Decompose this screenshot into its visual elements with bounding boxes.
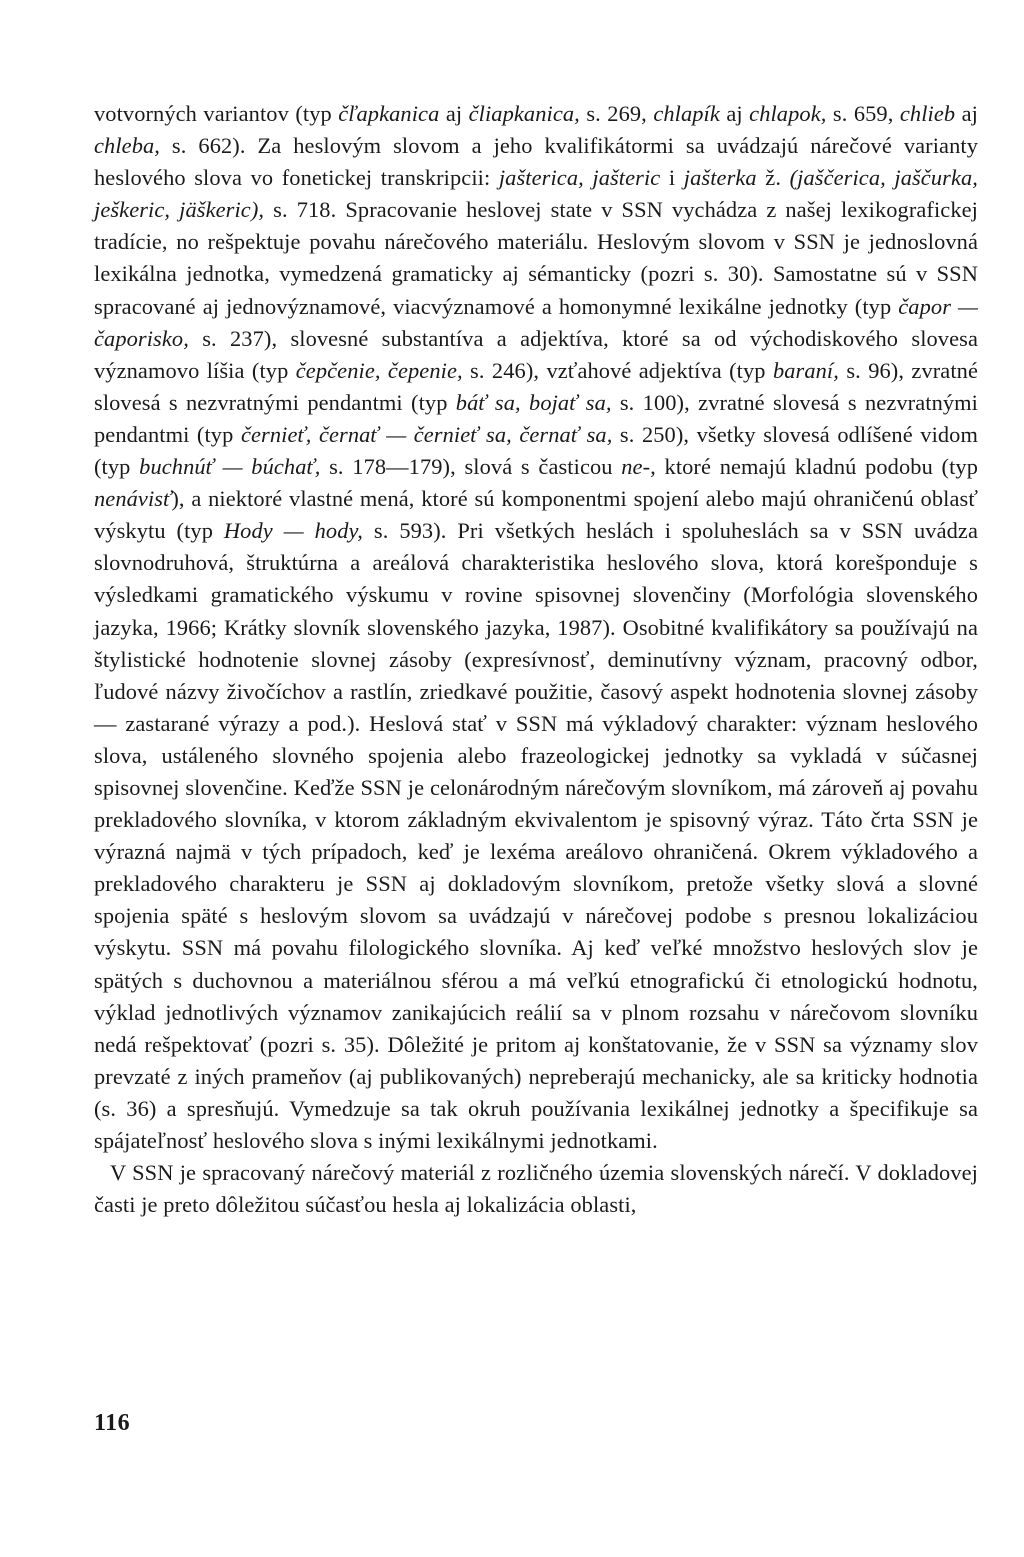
text-run: s. 96), zvratné slovesá s nezvratnými pendantmi (typ bbox=[94, 357, 978, 415]
page-number: 116 bbox=[94, 1410, 131, 1436]
text-run: s. 662). Za heslovým slovom a jeho kvalifikátormi sa uvádzajú nárečové varianty heslového slova vo fonetickej transkripcii: bbox=[94, 133, 978, 191]
italic-term: chlieb bbox=[899, 101, 956, 126]
text-run: s. 659, bbox=[826, 101, 900, 126]
italic-term: (jaščerica, jaščurka, ješkeric, jäškeric), bbox=[94, 165, 978, 223]
text-run: ktoré nemajú kladnú podobu (typ bbox=[655, 454, 979, 480]
italic-term: černieť, černať — černieť sa, černať sa, bbox=[240, 421, 613, 447]
paragraph-1 bbox=[94, 98, 978, 1157]
italic-term: čliapkanica, bbox=[468, 101, 580, 126]
italic-term: chlapok, bbox=[749, 101, 827, 126]
text-run: ), a niektoré vlastné mená, ktoré sú komponentmi spojení alebo majú ohraničenú oblasť výskytu (typ bbox=[94, 486, 978, 544]
italic-term: nenávisť bbox=[94, 486, 172, 512]
italic-term: chleba, bbox=[94, 133, 160, 159]
text-run: ž. bbox=[756, 165, 790, 191]
text-run: votvorných variantov (typ bbox=[94, 101, 339, 126]
text-run: aj bbox=[439, 101, 469, 126]
text-run: s. 100), zvratné slovesá s nezvratnými pendantmi (typ bbox=[94, 389, 979, 447]
italic-term: Hody — hody, bbox=[223, 518, 363, 544]
italic-term: čepčenie, čepenie, bbox=[295, 357, 463, 383]
italic-term: jašterica, jašteric bbox=[498, 165, 661, 191]
body-text bbox=[94, 98, 978, 1221]
text-run: s. 718. Spracovanie heslovej state v SSN vychádza z našej lexikografickej tradície, no rešpektuje povahu nárečového materiálu. Heslovým slovom v SSN je jednoslovná lexikálna jednotka, vymedzená gramaticky aj sémanticky (pozri s. 30). Samostatne sú v SSN spracované aj jednovýznamové, viacvýznamové a homonymné lexikálne jednotky (typ bbox=[94, 197, 978, 319]
italic-term: baraní, bbox=[772, 357, 839, 383]
italic-term: čapor — čaporisko, bbox=[94, 293, 978, 351]
italic-term: ne-, bbox=[621, 454, 656, 480]
text-run: aj bbox=[719, 101, 750, 126]
italic-term: čľapkanica bbox=[338, 101, 440, 126]
text-run: s. 250), všetky slovesá odlíšené vidom (typ bbox=[94, 421, 978, 480]
text-run: s. 237), slovesné substantíva a adjektíva, ktoré sa od východiskového slovesa významovo líšia (typ bbox=[94, 325, 978, 383]
text-run: aj bbox=[955, 101, 978, 126]
text-run: s. 593). Pri všetkých heslách i spoluheslách sa v SSN uvádza slovnodruhová, štruktúrna a areálová charakteristika heslového slova, ktorá korešponduje s výsledkami gramatického výskumu v rovine spisovnej slovenčiny (Morfológia slovenského jazyka, 1966; Krátky slovník slovenského jazyka, 1987). Osobitné kvalifikátory sa používajú na štylistické hodnotenie slovnej zásoby (expresívnosť, deminutívny význam, pracovný odbor, ľudové názvy živočíchov a rastlín, zriedkavé použitie, časový aspekt hodnotenia slovnej zásoby — zastarané výrazy a pod.). Heslová stať v SSN má výkladový charakter: význam heslového slova, ustáleného slovného spojenia alebo frazeologickej jednotky sa vykladá v súčasnej spisovnej slovenčine. Keďže SSN je celonárodným nárečovým slovníkom, má zároveň aj povahu prekladového slovníka, v ktorom základným ekvivalentom je spisovný výraz. Táto črta SSN je výrazná najmä v tých prípadoch, keď je lexéma areálovo ohraničená. Okrem výkladového a prekladového charakteru je SSN aj dokladovým slovníkom, pretože všetky slová a slovné spojenia späté s heslovým slovom sa uvádzajú v nárečovej podobe s presnou lokalizáciou výskytu. SSN má povahu filologického slovníka. Aj keď veľké množstvo heslových slov je spätých s duchovnou a materiálnou sférou a má veľkú etnografickú či etnologickú hodnotu, výklad jednotlivých významov zanikajúcich reálií sa v plnom rozsahu v nárečovom slovníku nedá rešpektovať (pozri s. 35). Dôležité je pritom aj konštatovanie, že v SSN sa významy slov prevzaté z iných prameňov (aj publikovaných) nepreberajú mechanicky, ale sa kriticky hodnotia (s. 36) a spresňujú. Vymedzuje sa tak okruh používania lexikálnej jednotky a špecifikuje sa spájateľnosť heslového slova s inými lexikálnymi jednotkami. bbox=[94, 518, 978, 1153]
italic-term: buchnúť — búchať, bbox=[139, 454, 321, 480]
italic-term: báť sa, bojať sa, bbox=[455, 389, 612, 415]
text-run: s. 246), vzťahové adjektíva (typ bbox=[462, 357, 773, 383]
paragraph-2: V SSN je spracovaný nárečový materiál z rozličného územia slovenských nárečí. V dokladovej časti je preto dôležitou súčasťou hesla aj lokalizácia oblasti, bbox=[94, 1160, 978, 1218]
text-run: s. 269, bbox=[579, 101, 654, 126]
text-run: i bbox=[660, 165, 684, 191]
text-run: s. 178—179), slová s časticou bbox=[320, 454, 622, 480]
italic-term: jašterka bbox=[683, 165, 757, 191]
italic-term: chlapík bbox=[653, 101, 720, 126]
